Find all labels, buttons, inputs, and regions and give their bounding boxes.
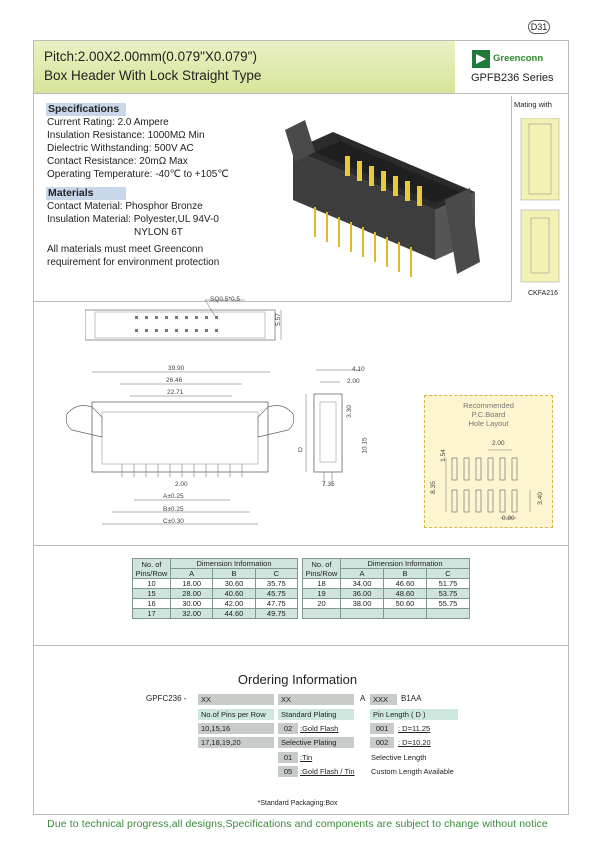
table-cell: 48.60 xyxy=(383,589,426,599)
order-code-plating: XX xyxy=(278,694,354,705)
dim-d: D xyxy=(298,447,303,454)
divider xyxy=(34,545,568,546)
table-cell: 53.75 xyxy=(426,589,469,599)
table-cell: 17 xyxy=(133,609,171,619)
series-name: GPFB236 Series xyxy=(471,72,554,84)
table-cell xyxy=(426,609,469,619)
order-code-pins: XX xyxy=(198,694,274,705)
pins-values: 10,15,16 xyxy=(198,723,274,734)
materials-note: requirement for environment protection xyxy=(47,257,220,268)
selective-length: Selective Length xyxy=(371,753,427,762)
spec-line: Insulation Resistance: 1000MΩ Min xyxy=(47,130,205,141)
title-product: Box Header With Lock Straight Type xyxy=(44,68,262,83)
table-cell: 16 xyxy=(133,599,171,609)
dim-4-10: 4.10 xyxy=(352,366,365,373)
page-number: D31 xyxy=(528,20,550,34)
table-cell: 32.00 xyxy=(171,609,213,619)
plating-text: :Gold Flash xyxy=(300,724,339,733)
length-text: : D=11.25 xyxy=(398,724,431,733)
ordering-title: Ordering Information xyxy=(237,672,358,687)
custom-length: Custom Length Available xyxy=(371,767,454,776)
col-pins-header: No. of Pins/Row xyxy=(303,559,341,579)
divider xyxy=(34,645,568,646)
spec-line: Dielectric Withstanding: 500V AC xyxy=(47,143,194,154)
table-cell: 20 xyxy=(303,599,341,609)
packaging-note: *Standard Packaging:Box xyxy=(257,800,338,807)
dim-39-90: 39.90 xyxy=(168,365,185,372)
col-pins-header: No. of Pins/Row xyxy=(133,559,171,579)
table-cell: 28.00 xyxy=(171,589,213,599)
table-cell: 40.60 xyxy=(213,589,255,599)
plating-code: 05 xyxy=(278,766,298,777)
specifications-heading: Specifications xyxy=(46,103,126,116)
pcb-dim-8-35: 8.35 xyxy=(429,481,437,494)
table-cell: 47.75 xyxy=(255,599,297,609)
pins-per-row-label: No.of Pins per Row xyxy=(198,709,274,720)
pcb-dim-3-40: 3.40 xyxy=(536,492,544,505)
table-cell: 36.00 xyxy=(341,589,384,599)
dim-a: A±0.25 xyxy=(163,493,184,500)
product-3d-image xyxy=(285,112,490,292)
mating-part-number: CKFA216 xyxy=(528,290,558,297)
dimension-table-left xyxy=(132,558,298,619)
divider xyxy=(34,93,568,94)
material-line: Contact Material: Phosphor Bronze xyxy=(47,201,203,212)
dim-b: B±0.25 xyxy=(163,506,184,513)
footer-disclaimer: Due to technical progress,all designs,Specifications and components are subject to change without notice xyxy=(47,818,548,830)
table-cell: 51.75 xyxy=(426,579,469,589)
spec-line: Contact Resistance: 20mΩ Max xyxy=(47,156,188,167)
table-row xyxy=(133,589,298,599)
table-cell: 45.75 xyxy=(255,589,297,599)
table-cell: 10 xyxy=(133,579,171,589)
table-cell: 18 xyxy=(303,579,341,589)
brand-name: Greenconn xyxy=(493,53,544,64)
materials-note: All materials must meet Greenconn xyxy=(47,244,204,255)
pins-values: 17,18,19,20 xyxy=(198,737,274,748)
length-text: : D=10.20 xyxy=(398,738,431,747)
table-cell xyxy=(341,609,384,619)
table-row xyxy=(303,599,470,609)
dim-2-00-front: 2.00 xyxy=(175,481,188,488)
table-cell: 30.60 xyxy=(213,579,255,589)
pcb-title-line: Hole Layout xyxy=(468,419,509,428)
pcb-title-line: Recommended xyxy=(463,401,514,410)
table-cell: 35.75 xyxy=(255,579,297,589)
mating-label: Mating with xyxy=(514,100,552,109)
col-dim-header: Dimension Information xyxy=(171,559,298,569)
table-cell: 38.00 xyxy=(341,599,384,609)
table-cell: 55.75 xyxy=(426,599,469,609)
dim-26-46: 26.46 xyxy=(166,377,183,384)
material-line: Insulation Material: Polyester,UL 94V-0 xyxy=(47,214,219,225)
dim-c: C±0.30 xyxy=(163,518,184,525)
standard-plating-label: Standard Plating xyxy=(278,709,354,720)
pcb-title xyxy=(424,401,553,428)
table-cell: 44.60 xyxy=(213,609,255,619)
dim-22-71: 22.71 xyxy=(167,389,184,396)
col-c: C xyxy=(255,569,297,579)
table-cell xyxy=(303,609,341,619)
table-cell: 18.00 xyxy=(171,579,213,589)
table-cell: 15 xyxy=(133,589,171,599)
length-code: 001 xyxy=(370,723,394,734)
spec-line: Current Rating: 2.0 Ampere xyxy=(47,117,169,128)
pcb-title-line: P.C.Board xyxy=(471,410,506,419)
table-row xyxy=(303,579,470,589)
col-c: C xyxy=(426,569,469,579)
table-cell: 34.00 xyxy=(341,579,384,589)
col-dim-header: Dimension Information xyxy=(341,559,470,569)
order-code-a: A xyxy=(360,694,366,703)
materials-heading: Materials xyxy=(46,187,126,200)
order-prefix: GPFC236 - xyxy=(146,694,187,703)
pcb-dim-2-00: 2.00 xyxy=(492,440,505,447)
plating-text: :Gold Flash / Tin xyxy=(300,767,355,776)
pin-length-label: Pin Length ( D ) xyxy=(370,709,458,720)
title-pitch: Pitch:2.00X2.00mm(0.079"X0.079") xyxy=(44,49,257,64)
table-cell: 49.75 xyxy=(255,609,297,619)
table-cell xyxy=(383,609,426,619)
order-code-suffix: B1AA xyxy=(401,694,422,703)
greenconn-logo-icon xyxy=(472,50,490,68)
dim-10-15: 10.15 xyxy=(361,437,369,454)
selective-plating-label: Selective Plating xyxy=(278,737,354,748)
dim-height: 5.57 xyxy=(274,313,282,326)
dim-7-35: 7.35 xyxy=(322,481,335,488)
dim-2-00-side: 2.00 xyxy=(347,378,360,385)
col-b: B xyxy=(383,569,426,579)
pcb-dim-0-80: 0.80 xyxy=(502,515,515,522)
table-cell: 42.00 xyxy=(213,599,255,609)
material-line: NYLON 6T xyxy=(134,227,183,238)
top-view-drawing xyxy=(85,296,300,344)
table-row xyxy=(133,579,298,589)
table-row xyxy=(133,609,298,619)
table-row xyxy=(303,609,470,619)
plating-text: :Tin xyxy=(300,753,313,762)
pcb-dim-1-54: 1.54 xyxy=(439,449,447,462)
col-a: A xyxy=(341,569,384,579)
table-cell: 50.60 xyxy=(383,599,426,609)
plating-code: 02 xyxy=(278,723,298,734)
spec-line: Operating Temperature: -40℃ to +105℃ xyxy=(47,169,229,180)
mating-connector-drawing xyxy=(519,118,561,288)
pcb-hole-drawing xyxy=(440,440,548,525)
dim-3-30: 3.30 xyxy=(345,405,353,418)
dim-sq: SQ0.5*0.5 xyxy=(210,296,240,303)
table-cell: 19 xyxy=(303,589,341,599)
table-row xyxy=(133,599,298,609)
plating-code: 01 xyxy=(278,752,298,763)
length-code: 002 xyxy=(370,737,394,748)
table-row xyxy=(303,589,470,599)
table-cell: 46.60 xyxy=(383,579,426,589)
order-code-length: XXX xyxy=(370,694,397,705)
dimension-table-right xyxy=(302,558,470,619)
col-a: A xyxy=(171,569,213,579)
table-cell: 30.00 xyxy=(171,599,213,609)
side-view-drawing xyxy=(296,364,372,494)
col-b: B xyxy=(213,569,255,579)
